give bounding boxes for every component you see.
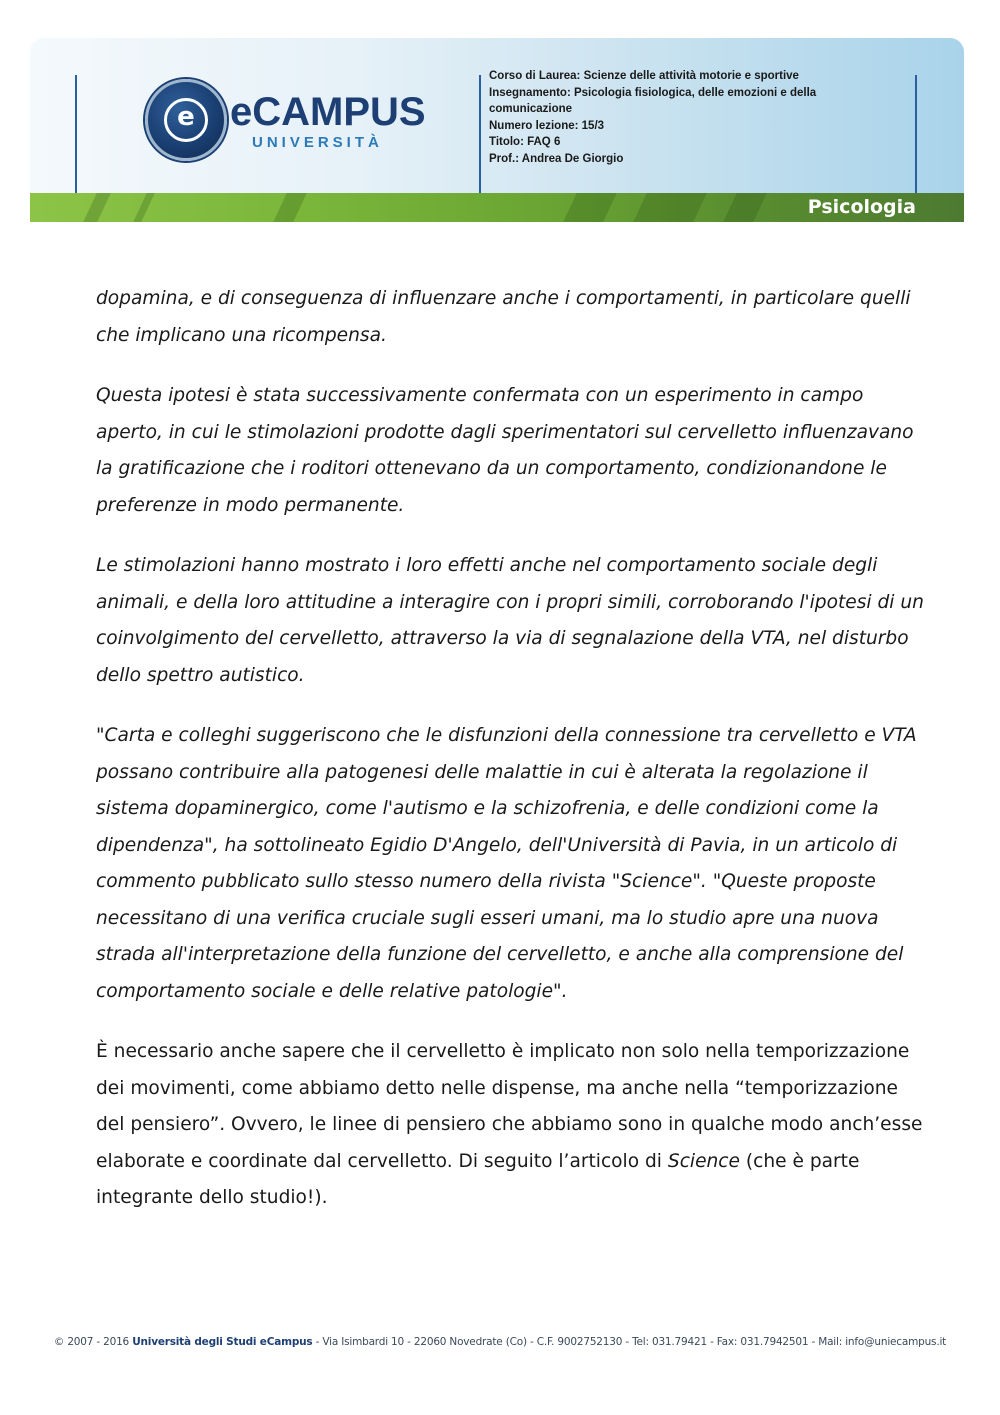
logo-brand-text: eCAMPUS (230, 90, 426, 134)
journal-name: Science (667, 1150, 740, 1172)
header-divider-right (915, 75, 917, 193)
course-teaching-line1: Insegnamento: Psicologia fisiologica, delle emozioni e della (489, 86, 817, 99)
document-body (96, 281, 926, 1241)
subject-label: Psicologia (807, 196, 916, 218)
header-divider-middle (479, 75, 481, 193)
closing-text-before: È necessario anche sapere che il cervelletto è implicato non solo nella temporizzazione dei movimenti, come abbiamo detto nelle dispense, ma anche nella “temporizzazione del pensiero”. Ovvero, le linee di pensiero che abbiamo sono in qualche modo anch’esse elaborate e coordinate dal cervelletto. Di seguito l’articolo di (96, 1041, 923, 1172)
footer-institution: Università degli Studi eCampus (132, 1336, 313, 1348)
page-footer (0, 1336, 1000, 1348)
lesson-title: Titolo: FAQ 6 (489, 136, 561, 148)
band-stripe (83, 193, 111, 222)
lesson-number: Numero lezione: 15/3 (489, 119, 605, 132)
course-teaching-line2: comunicazione (489, 103, 573, 115)
body-paragraph: dopamina, e di conseguenza di influenzare anche i comportamenti, in particolare quelli che implicano una ricompensa. (96, 288, 911, 346)
band-stripe (633, 193, 707, 222)
band-stripe (133, 193, 155, 222)
closing-text-after: (che è parte integrante dello studio!). (96, 1150, 860, 1208)
course-info (489, 68, 889, 167)
professor: Prof.: Andrea De Giorgio (489, 152, 624, 165)
band-stripe (273, 193, 307, 222)
logo-subtitle: UNIVERSITÀ (252, 134, 383, 151)
band-stripe (723, 193, 767, 222)
footer-copyright: © 2007 - 2016 (53, 1336, 133, 1348)
band-stripe (563, 193, 617, 222)
course-degree: Corso di Laurea: Scienze delle attività motorie e sportive (489, 70, 799, 82)
subject-band (30, 193, 964, 222)
page-header (30, 38, 964, 222)
body-paragraph: "Carta e colleghi suggeriscono che le disfunzioni della connessione tra cervelletto e VTA possano contribuire alla patogenesi delle malattie in cui è alterata la regolazione il sistema dopaminergico, come l'autismo e la schizofrenia, e delle condizioni come la dipendenza", ha sottolineato Egidio D'Angelo, dell'Università di Pavia, in un articolo di commento pubblicato sullo stesso numero della rivista "Science". "Queste proposte necessitano di una verifica cruciale sugli esseri umani, ma lo studio apre una nuova strada all'interpretazione della funzione del cervelletto, e anche alla comprensione del comportamento sociale e delle relative patologie". (96, 725, 917, 1002)
footer-contact-details: - Via Isimbardi 10 - 22060 Novedrate (Co) - C.F. 9002752130 - Tel: 031.79421 - Fax: 031.7942501 - Mail: info@uniecampus.it (312, 1336, 947, 1348)
header-divider-left (75, 75, 77, 193)
body-paragraph: Questa ipotesi è stata successivamente confermata con un esperimento in campo aperto, in cui le stimolazioni prodotte dagli sperimentatori sul cervelletto influenzavano la gratificazione che i roditori ottenevano da un comportamento, condizionandone le preferenze in modo permanente. (96, 385, 914, 516)
closing-paragraph (96, 1034, 926, 1217)
body-paragraph: Le stimolazioni hanno mostrato i loro effetti anche nel comportamento sociale degli animali, e della loro attitudine a interagire con i propri simili, corroborando l'ipotesi di un coinvolgimento del cervelletto, attraverso la via di segnalazione della VTA, nel disturbo dello spettro autistico. (96, 555, 924, 686)
logo-badge-glyph: e (177, 102, 195, 132)
ecampus-logo-badge-icon (145, 79, 227, 161)
